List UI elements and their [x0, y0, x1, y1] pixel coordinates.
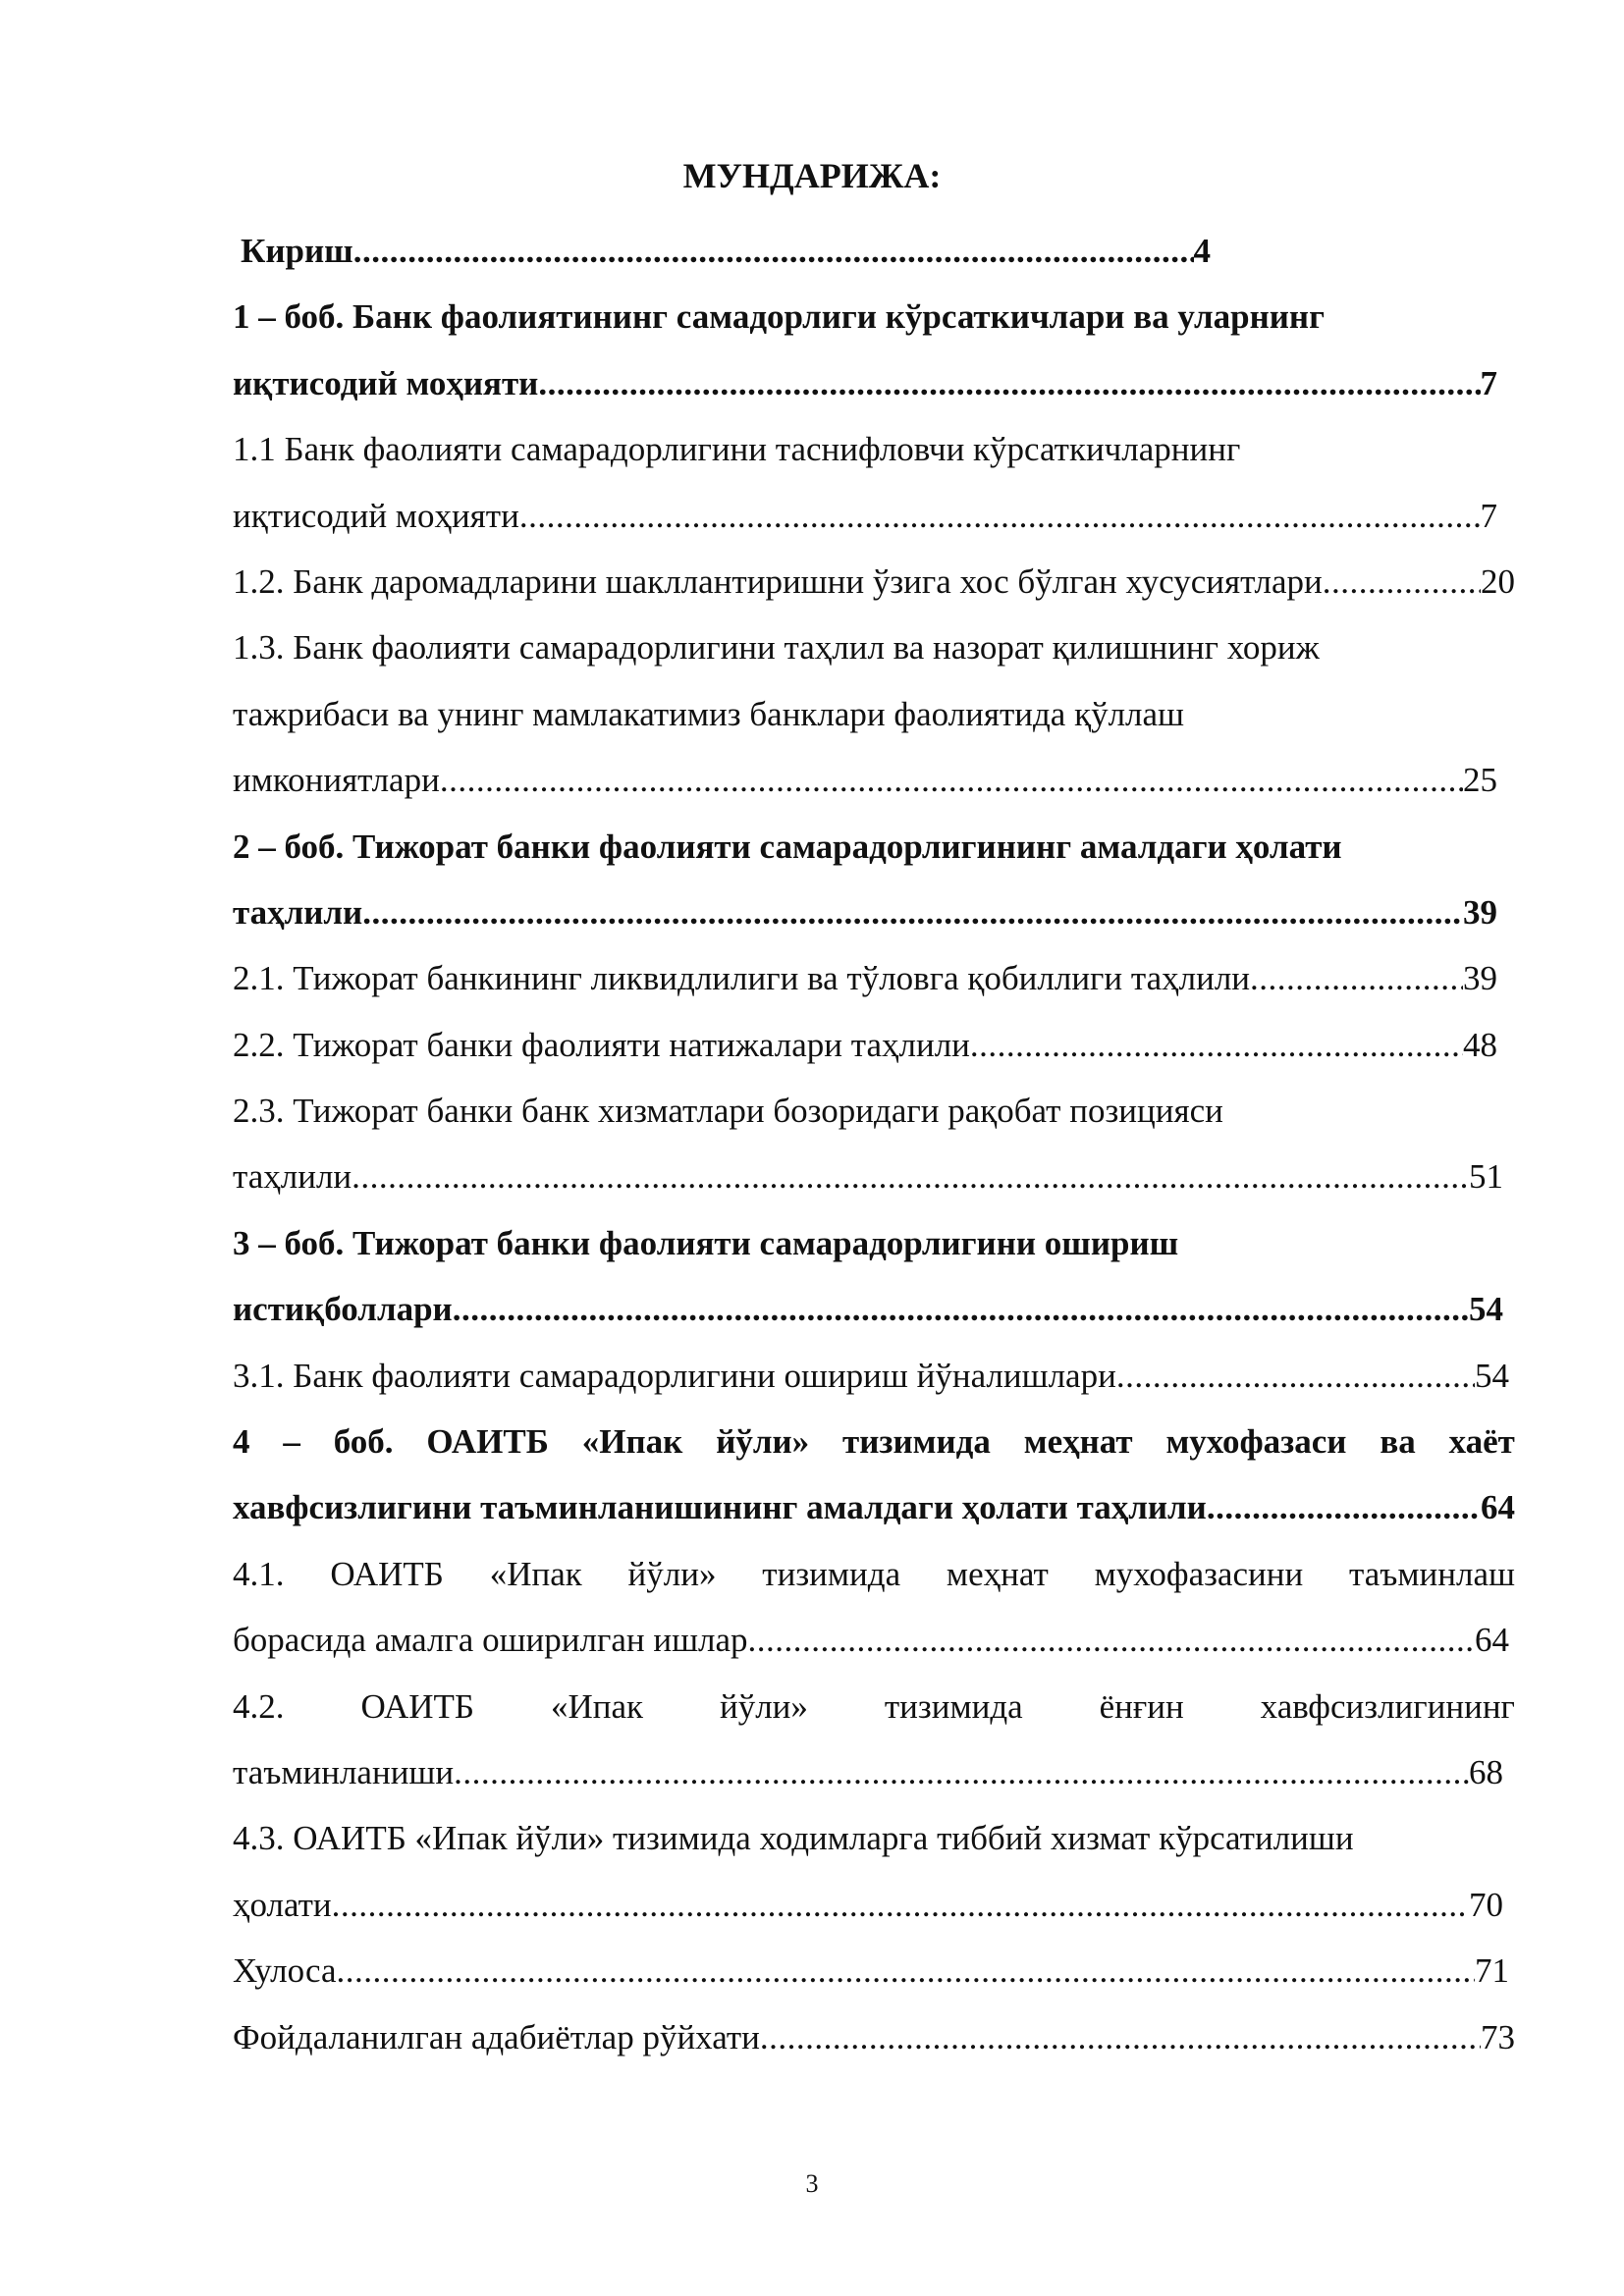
toc-word: меҳнат: [946, 1554, 1049, 1593]
toc-word: 4.2.: [233, 1686, 285, 1726]
toc-word: «Ипак: [489, 1554, 582, 1593]
toc-page-number: 48: [1463, 1025, 1497, 1064]
toc-entry[interactable]: [233, 1872, 1503, 1938]
dot-leader: [760, 2004, 1481, 2070]
dot-leader: [1323, 549, 1481, 614]
toc-heading-line: 2.3. Тижорат банки банк хизматлари бозоридаги рақобат позицияси: [233, 1092, 1223, 1131]
toc-entry-title: иқтисодий моҳияти: [233, 363, 539, 402]
toc-entry-title: борасида амалга оширилган ишлар: [233, 1621, 748, 1660]
toc-word: тизимида: [762, 1554, 901, 1593]
toc-entry[interactable]: [233, 1607, 1509, 1673]
toc-word: меҳнат: [1023, 1422, 1133, 1462]
toc-entry[interactable]: [233, 350, 1497, 416]
toc-entry[interactable]: [233, 747, 1497, 813]
toc-entry-title: Хулоса: [233, 1951, 337, 1991]
toc-entry[interactable]: [233, 880, 1497, 945]
toc-word: тизимида: [842, 1422, 991, 1462]
toc-word: йўли»: [719, 1686, 808, 1726]
toc-entry[interactable]: [233, 1144, 1503, 1209]
toc-entry-title: таҳлили: [233, 892, 363, 932]
toc-entry-title: таҳлили: [233, 1157, 352, 1197]
table-of-contents: [233, 218, 1515, 2070]
toc-word: ОАИТБ: [426, 1422, 549, 1462]
toc-word: хавфсизлигининг: [1260, 1686, 1515, 1726]
toc-entry[interactable]: [233, 1012, 1497, 1078]
toc-page-number: 64: [1475, 1621, 1509, 1660]
toc-page-number: 51: [1469, 1157, 1503, 1197]
toc-entry-title: имкониятлари: [233, 761, 440, 800]
toc-page-number: 20: [1481, 561, 1515, 601]
toc-word: ёнғин: [1099, 1686, 1184, 1726]
toc-word: йўли»: [627, 1554, 717, 1593]
toc-page-number: 68: [1469, 1752, 1503, 1791]
dot-leader: [519, 483, 1481, 549]
dot-leader: [440, 747, 1463, 813]
toc-heading-line: тажрибаси ва унинг мамлакатимиз банклари фаолиятида қўллаш: [233, 694, 1184, 733]
toc-entry[interactable]: [233, 1938, 1509, 2003]
toc-entry-title: ҳолати: [233, 1885, 332, 1924]
toc-entry[interactable]: [233, 1276, 1503, 1342]
toc-page-number: 70: [1469, 1885, 1503, 1924]
toc-page-number: 64: [1481, 1488, 1515, 1527]
toc-word: йўли»: [716, 1422, 810, 1462]
toc-entry-title: таъминланиши: [233, 1752, 455, 1791]
toc-entry[interactable]: [233, 1343, 1509, 1409]
toc-page-number: 39: [1463, 892, 1497, 932]
toc-word: ОАИТБ: [330, 1554, 444, 1593]
toc-entry[interactable]: [233, 945, 1497, 1011]
toc-entry[interactable]: [233, 1739, 1503, 1805]
toc-entry-title: хавфсизлигини таъминланишининг амалдаги ҳолати таҳлили: [233, 1488, 1207, 1527]
toc-page-number: 71: [1475, 1951, 1509, 1991]
toc-word: «Ипак: [581, 1422, 683, 1462]
toc-word: мухофазасини: [1094, 1554, 1304, 1593]
toc-word: хаёт: [1448, 1422, 1515, 1462]
toc-page-number: 25: [1463, 761, 1497, 800]
dot-leader: [337, 1938, 1476, 2003]
dot-leader: [1250, 945, 1463, 1011]
toc-word: мухофазаси: [1165, 1422, 1347, 1462]
toc-entry-title: 3.1. Банк фаолияти самарадорлигини ошириш йўналишлари: [233, 1356, 1116, 1395]
dot-leader: [748, 1607, 1475, 1673]
toc-entry[interactable]: [233, 549, 1515, 614]
toc-entry[interactable]: [233, 218, 1211, 284]
toc-entry-title: истиқболлари: [233, 1290, 453, 1329]
dot-leader: [454, 1739, 1469, 1805]
toc-word: «Ипак: [550, 1686, 644, 1726]
toc-page-number: 4: [1193, 232, 1211, 270]
page-number: 3: [805, 2169, 819, 2198]
toc-heading-line: 2 – боб. Тижорат банки фаолияти самарадорлигининг амалдаги ҳолати: [233, 827, 1342, 866]
toc-word: 4: [233, 1422, 250, 1462]
toc-entry[interactable]: [233, 483, 1497, 549]
dot-leader: [538, 350, 1480, 416]
toc-entry-title: 2.1. Тижорат банкининг ликвидлилиги ва тўловга қобиллиги таҳлили: [233, 959, 1251, 998]
toc-entry[interactable]: [233, 2004, 1515, 2070]
toc-word: –: [283, 1422, 300, 1462]
dot-leader: [353, 218, 1194, 284]
toc-page-number: 54: [1475, 1356, 1509, 1395]
toc-entry-title: Кириш: [241, 232, 353, 270]
dot-leader: [453, 1276, 1469, 1342]
toc-heading-line: 1.1 Банк фаолияти самарадорлигини таснифловчи кўрсаткичларнинг: [233, 430, 1241, 469]
toc-page-number: 54: [1469, 1290, 1503, 1329]
dot-leader: [1116, 1343, 1475, 1409]
toc-word: ва: [1380, 1422, 1416, 1462]
toc-entry[interactable]: [233, 1474, 1515, 1540]
toc-word: боб.: [333, 1422, 394, 1462]
dot-leader: [332, 1872, 1469, 1938]
toc-heading-line: 1 – боб. Банк фаолиятининг самадорлиги кўрсаткичлари ва уларнинг: [233, 297, 1325, 337]
toc-heading-line: 1.3. Банк фаолияти самарадорлигини таҳлил ва назорат қилишнинг хориж: [233, 628, 1320, 667]
dot-leader: [362, 880, 1463, 945]
toc-heading-line: [233, 1409, 1515, 1474]
toc-page-number: 39: [1463, 959, 1497, 998]
toc-heading-line: [233, 1541, 1515, 1607]
contents-heading: МУНДАРИЖА:: [682, 156, 942, 195]
toc-page-number: 7: [1480, 496, 1497, 535]
toc-word: ОАИТБ: [360, 1686, 475, 1726]
toc-page-number: 7: [1480, 363, 1497, 402]
toc-entry-title: 1.2. Банк даромадларини шакллантиришни ўзига хос бўлган хусусиятлари: [233, 561, 1323, 601]
toc-heading-line: 4.3. ОАИТБ «Ипак йўли» тизимида ходимларга тиббий хизмат кўрсатилиши: [233, 1819, 1354, 1858]
toc-heading-line: [233, 1674, 1515, 1739]
toc-page-number: 73: [1481, 2017, 1515, 2056]
toc-word: тизимида: [884, 1686, 1023, 1726]
toc-entry-title: Фойдаланилган адабиётлар рўйхати: [233, 2017, 760, 2056]
toc-heading-line: 3 – боб. Тижорат банки фаолияти самарадорлигини ошириш: [233, 1223, 1179, 1262]
dot-leader: [352, 1144, 1469, 1209]
dot-leader: [1207, 1474, 1481, 1540]
toc-entry-title: 2.2. Тижорат банки фаолияти натижалари таҳлили: [233, 1025, 970, 1064]
toc-word: 4.1.: [233, 1554, 285, 1593]
dot-leader: [970, 1012, 1463, 1078]
toc-entry-title: иқтисодий моҳияти: [233, 496, 519, 535]
toc-word: таъминлаш: [1349, 1554, 1515, 1593]
